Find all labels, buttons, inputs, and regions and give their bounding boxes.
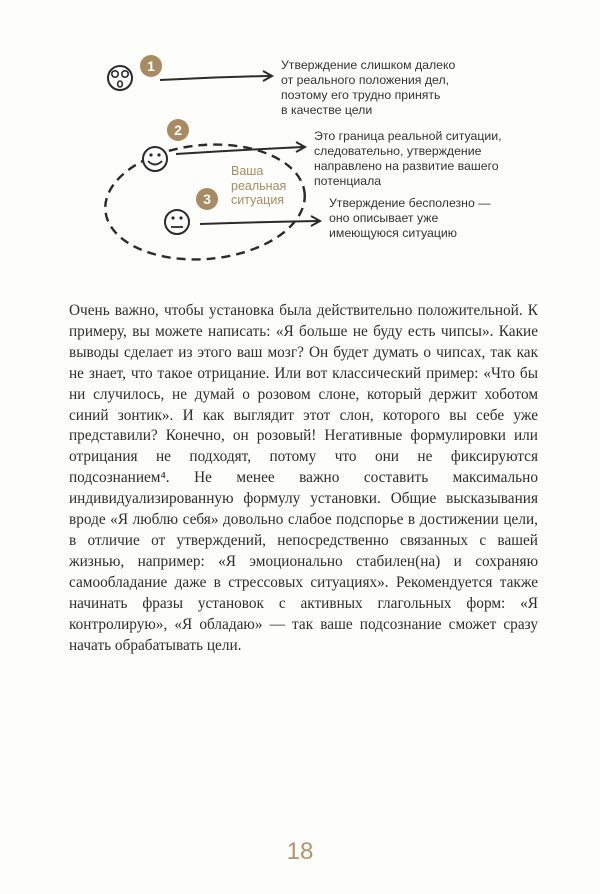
caption-3: Утверждение бесполезно — оно описывает уже имеющуюся ситуацию xyxy=(329,196,491,240)
page-number: 18 xyxy=(286,838,314,865)
surprised-face-icon xyxy=(108,66,132,90)
main-body-text xyxy=(69,301,538,656)
arrow-3 xyxy=(200,221,318,224)
badge-1-number: 1 xyxy=(147,58,155,74)
arrow-2 xyxy=(176,147,303,154)
real-situation-label: Ваша реальная ситуация xyxy=(231,164,287,207)
smiling-face-icon xyxy=(143,147,167,171)
caption-1: Утверждение слишком далеко от реального положения дел, поэтому его трудно принять в качестве цели xyxy=(281,58,456,117)
body-paragraph: Очень важно, чтобы установка была действительно положительной. К примеру, вы можете написать: «Я больше не буду есть чипсы». Какие выводы сделает из этого ваш мозг? Он будет думать о чипсах, так как не знает, что такое отрицание. Или вот классический пример: «Что бы ни случилось, не думай о розовом слоне, который держит хоботом синий зонтик». И как выглядит этот слон, которого вы себе уже представили? Конечно, он розовый! Негативные формулировки или отрицания не подходят, потому что они не фиксируются подсознанием⁴. Не менее важно составить максимально индивидуализированную формулу установки. Общие высказывания вроде «Я люблю себя» довольно слабое подспорье в достижении цели, в отличие от утверждений, непосредственно связанных с вашей жизнью, например: «Я эмоционально стабилен(на) и сохраняю самообладание даже в стрессовых ситуациях». Рекомендуется также начинать фразы установок с активных глагольных форм: «Я контролирую», «Я обладаю» — так ваше подсознание сможет сразу начать обрабатывать цели. xyxy=(69,302,538,654)
arrow-1 xyxy=(160,76,270,80)
badge-3-number: 3 xyxy=(203,191,211,207)
neutral-face-icon xyxy=(165,210,189,234)
caption-2: Это граница реальной ситуации, следовательно, утверждение направлено на развитие вашего потенциала xyxy=(314,129,502,188)
affirmation-diagram xyxy=(0,0,600,280)
diagram-graphics xyxy=(0,0,600,280)
badge-2-number: 2 xyxy=(174,122,182,138)
